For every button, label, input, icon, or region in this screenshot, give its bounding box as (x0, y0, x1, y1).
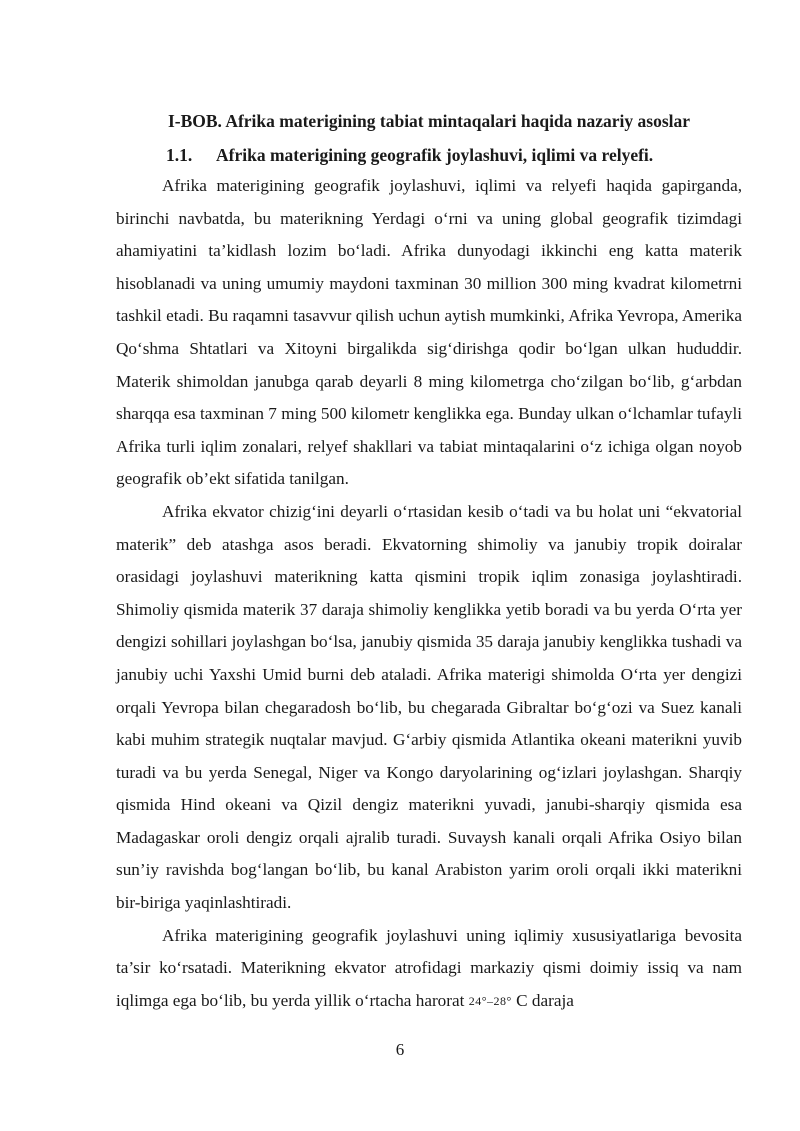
paragraph-text: Afrika materigining geografik joylashuvi uning iqlimiy xususiyatlariga bevosita ta’sir ko‘rsatadi. Materikning ekvator atrofidagi markaziy qismi doimiy issiq va nam iqlimga ega bo‘lib, bu yerda yillik o‘rtacha harorat (116, 925, 742, 1010)
paragraph-text: C daraja (511, 990, 574, 1010)
section-heading (166, 142, 653, 168)
paragraph: Afrika materigining geografik joylashuvi, iqlimi va relyefi haqida gapirganda, birinchi navbatda, bu materikning Yerdagi o‘rni va uning global geografik tizimdagi ahamiyatini ta’kidlash lozim bo‘ladi. Afrika dunyodagi ikkinchi eng katta materik hisoblanadi va uning umumiy maydoni taxminan 30 million 300 ming kvadrat kilometrni tashkil etadi. Bu raqamni tasavvur qilish uchun aytish mumkinki, Afrika Yevropa, Amerika Qo‘shma Shtatlari va Xitoyni birgalikda sig‘dirishga qodir bo‘lgan ulkan hududdir. Materik shimoldan janubga qarab deyarli 8 ming kilometrga cho‘zilgan bo‘lib, g‘arbdan sharqqa esa taxminan 7 ming 500 kilometr kenglikka ega. Bunday ulkan o‘lchamlar tufayli Afrika turli iqlim zonalari, relyef shakllari va tabiat mintaqalarini o‘z ichiga olgan noyob geografik ob’ekt sifatida tanilgan. (116, 176, 742, 489)
section-number: 1.1. (166, 145, 193, 165)
page-number: 6 (395, 1040, 405, 1059)
chapter-title: I-BOB. Afrika materigining tabiat mintaqalari haqida nazariy asoslar (167, 111, 691, 131)
temperature-formula: 24°–28° (468, 993, 512, 1008)
body-text (116, 170, 742, 1017)
paragraph (116, 920, 742, 1018)
paragraph: Afrika ekvator chizig‘ini deyarli o‘rtasidan kesib o‘tadi va bu holat uni “ekvatorial materik” deb atashga asos beradi. Ekvatorning shimoliy va janubiy tropik doiralar orasidagi joylashuvi materikning katta qismini tropik iqlim zonasiga joylashtiradi. Shimoliy qismida materik 37 daraja shimoliy kenglikka yetib boradi va bu yerda O‘rta yer dengizi sohillari joylashgan bo‘lsa, janubiy qismida 35 daraja janubiy kenglikka tushadi va janubiy uchi Yaxshi Umid burni deb ataladi. Afrika materigi shimolda O‘rta yer dengizi orqali Yevropa bilan chegaradosh bo‘lib, bu chegarada Gibraltar bo‘g‘ozi va Suez kanali kabi muhim strategik nuqtalar mavjud. G‘arbiy qismida Atlantika okeani materikni yuvib turadi va bu yerda Senegal, Niger va Kongo daryolarining og‘izlari joylashgan. Sharqiy qismida Hind okeani va Qizil dengiz materikni yuvadi, janubi-sharqiy qismida esa Madagaskar oroli dengiz orqali ajralib turadi. Suvaysh kanali orqali Afrika Osiyo bilan sun’iy ravishda bog‘langan bo‘lib, bu kanal Arabiston yarim oroli orqali ikki materikni bir-biriga yaqinlashtiradi. (116, 501, 742, 913)
section-title: Afrika materigining geografik joylashuvi, iqlimi va relyefi. (216, 145, 654, 165)
